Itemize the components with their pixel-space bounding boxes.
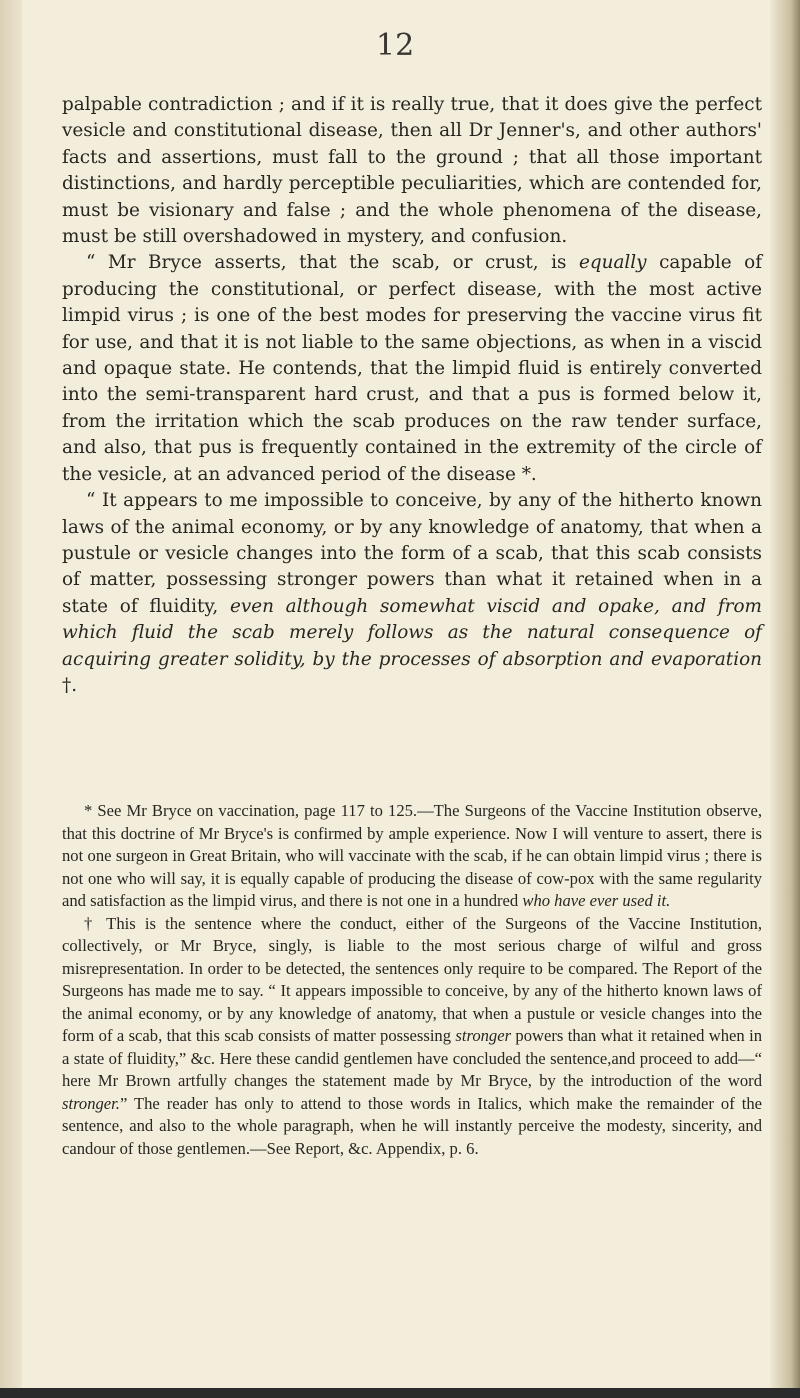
page-number: 12 [376,28,415,63]
main-text [62,92,762,699]
footnote-1 [62,800,762,913]
footnote-2 [62,913,762,1161]
paragraph-2-emphasis: equally [578,252,647,274]
paragraph-1-text: palpable contradiction ; and if it is really true, that it does give the perfect vesicle and constitutional disease, then all Dr Jenner's, and other authors' facts and assertions, must fall to the ground ; that all those important distinctions, and hardly perceptible peculiarities, which are contended for, must be visionary and false ; and the whole phenomena of the disease, must be still overshadowed in mystery, and confusion. [62,94,762,248]
page-edge-left [0,0,22,1398]
paragraph-1 [62,92,762,250]
footnotes [62,800,762,1160]
paragraph-2 [62,250,762,488]
bottom-edge [0,1388,800,1398]
paragraph-3-text-after: †. [62,674,78,696]
footnote-2-emphasis: stronger [455,1026,512,1045]
footnote-1-text-before: * See Mr Bryce on vaccination, page 117 to 125.—The Surgeons of the Vaccine Institution observe, that this doctrine of Mr Bryce's is confirmed by ample experience. Now I will venture to assert, there is not one surgeon in Great Britain, who will vaccinate with the scab, if he can obtain limpid virus ; there is not one who will say, it is equally capable of producing the disease of cow-pox with the same regularity and satisfaction as the limpid virus, and there is not one in a hundred [62,801,762,910]
paragraph-2-text-before: “ Mr Bryce asserts, that the scab, or crust, is [86,252,579,274]
paragraph-3 [62,488,762,699]
page-edge-right [770,0,800,1398]
paragraph-3-text-before: “ It appears to me impossible to conceive, by any of the hitherto known laws of the animal economy, or by any knowledge of anatomy, that when a pustule or vesicle changes into the form of a scab, that this scab consists of matter, possessing stronger powers than what it retained when in a state of fluidity, [62,490,762,617]
footnote-1-emphasis: who have ever used it. [522,891,671,910]
footnote-2-text-before: † This is the sentence where the conduct, either of the Surgeons of the Vaccine Institution, collectively, or Mr Bryce, singly, is liable to the most serious charge of wilful and gross misrepresentation. In order to be detected, the sentences only require to be compared. The Report of the Surgeons has made me to say. “ It appears impossible to conceive, by any of the hitherto known laws of the animal economy, or by any knowledge of anatomy, that when a pustule or vesicle changes into the form of a scab, that this scab consists of matter possessing [62,913,762,1045]
paragraph-3-emphasis: even although somewhat viscid and opake, and from which fluid the scab merely follows as the natural consequence of acquiring greater solidity, by the processes of absorption and evaporation [62,595,762,670]
footnote-2-emphasis-2: stronger. [62,1093,120,1113]
footnote-2-text-middle: powers than what it retained when in a state of fluidity,” &c. Here these candid gentlemen have concluded the sentence,and proceed to add—“ here Mr Brown artfully changes the statement made by Mr Bryce, by the introduction of the word [62,1026,763,1090]
footnote-2-text-after: ” The reader has only to attend to those words in Italics, which make the remainder of the sentence, and also to the whole paragraph, when he will instantly perceive the modesty, sincerity, and candour of those gentlemen.—See Report, &c. Appendix, p. 6. [62,1093,762,1158]
paragraph-2-text-after: capable of producing the constitutional, or perfect disease, with the most active limpid virus ; is one of the best modes for preserving the vaccine virus fit for use, and that it is not liable to the same objections, as when in a viscid and opaque state. He contends, that the limpid fluid is entirely converted into the semi-transparent hard crust, and that a pus is formed below it, from the irritation which the scab produces on the raw tender surface, and also, that pus is frequently contained in the extremity of the circle of the vesicle, at an advanced period of the disease *. [62,252,763,485]
